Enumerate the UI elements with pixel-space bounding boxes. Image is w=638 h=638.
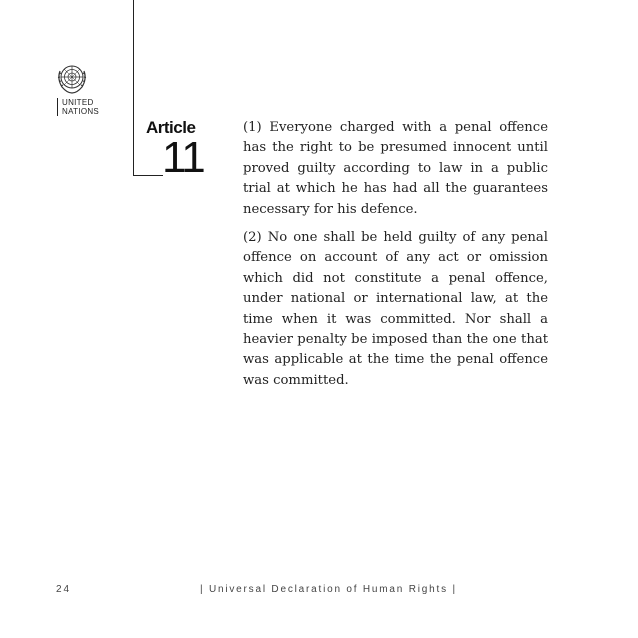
- paragraph-1: (1) Everyone charged with a penal offence has the right to be presumed innocent until proved guilty according to law in a public trial at which he has had all the guarantees necessary for his defence.: [243, 120, 548, 217]
- vertical-rule: [133, 0, 134, 175]
- paragraph-2: (2) No one shall be held guilty of any penal offence on account of any act or omission which did not constitute a penal offence, under national or international law, at the time when it was committed. Nor shall a heavier penalty be imposed than the one that was applicable at the time the penal offence was committed.: [243, 230, 548, 388]
- page-number: 24: [56, 584, 72, 595]
- article-body: [243, 118, 548, 399]
- un-wordmark: [57, 98, 99, 116]
- un-line-2: NATIONS: [62, 107, 100, 116]
- horizontal-rule: [133, 175, 163, 176]
- article-label: Article: [146, 118, 196, 137]
- article-number: 11: [162, 133, 204, 182]
- un-emblem-icon: [55, 62, 89, 96]
- un-line-1: UNITED: [62, 98, 94, 107]
- footer-title: | Universal Declaration of Human Rights |: [200, 584, 457, 595]
